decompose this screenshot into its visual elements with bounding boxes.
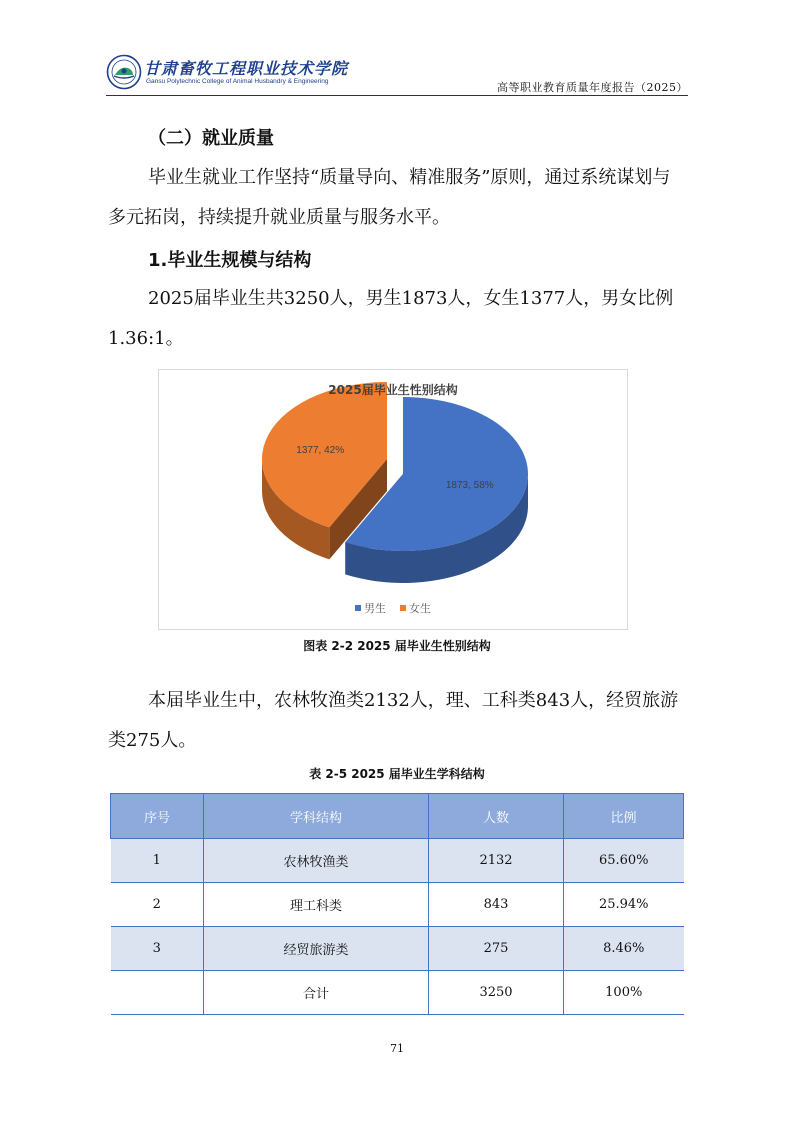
table-cell: 843 (429, 883, 564, 927)
pie-chart-svg (159, 370, 627, 629)
table-cell: 8.46% (564, 927, 684, 971)
paragraph-3: 本届毕业生中，农林牧渔类2132人，理、工科类843人，经贸旅游类275人。 (108, 690, 679, 751)
legend-label-0: 男生 (364, 602, 386, 615)
table-cell: 65.60% (564, 839, 684, 883)
table-cell: 25.94% (564, 883, 684, 927)
table-cell: 2132 (429, 839, 564, 883)
col-header-count: 人数 (429, 794, 564, 839)
section-heading: （二）就业质量 (148, 128, 274, 149)
paragraph-1: 毕业生就业工作坚持“质量导向、精准服务”原则，通过系统谋划与多元拓岗，持续提升就业质量与服务水平。 (108, 167, 671, 228)
legend-swatch-1 (400, 605, 406, 611)
legend-label-1: 女生 (409, 602, 431, 615)
figure-caption: 图表 2-2 2025 届毕业生性别结构 (303, 639, 491, 653)
col-header-discipline: 学科结构 (204, 794, 429, 839)
data-label-1: 1377, 42% (296, 444, 345, 456)
subheading: 1.毕业生规模与结构 (148, 250, 312, 271)
table-cell: 2 (111, 883, 204, 927)
table-cell: 3 (111, 927, 204, 971)
table-cell: 农林牧渔类 (204, 839, 429, 883)
table-row (111, 839, 684, 883)
report-title: 高等职业教育质量年度报告（2025） (497, 81, 688, 94)
school-name-en: Gansu Polytechnic College of Animal Husbandry & Engineering (146, 78, 329, 85)
table-cell: 1 (111, 839, 204, 883)
header-divider (106, 95, 688, 96)
table-row (111, 883, 684, 927)
table-cell: 275 (429, 927, 564, 971)
table-cell: 合计 (204, 971, 429, 1015)
school-name-cn: 甘肃畜牧工程职业技术学院 (144, 59, 349, 78)
table-header-row (111, 794, 684, 839)
col-header-ratio: 比例 (564, 794, 684, 839)
table-row-total (111, 971, 684, 1015)
discipline-table (110, 793, 684, 1015)
table-caption: 表 2-5 2025 届毕业生学科结构 (309, 767, 485, 781)
data-label-0: 1873, 58% (445, 480, 494, 492)
legend-swatch-0 (355, 605, 361, 611)
page-header (106, 50, 688, 96)
table-cell: 100% (564, 971, 684, 1015)
school-logo-icon (106, 54, 142, 90)
page-number: 71 (390, 1042, 404, 1055)
table-cell: 经贸旅游类 (204, 927, 429, 971)
table-row (111, 927, 684, 971)
paragraph-2: 2025届毕业生共3250人，男生1873人，女生1377人，男女比例1.36:1。 (108, 288, 674, 349)
table-cell (111, 971, 204, 1015)
chart-title: 2025届毕业生性别结构 (328, 383, 458, 397)
col-header-index: 序号 (111, 794, 204, 839)
table-cell: 理工科类 (204, 883, 429, 927)
gender-pie-chart (158, 369, 628, 630)
table-cell: 3250 (429, 971, 564, 1015)
